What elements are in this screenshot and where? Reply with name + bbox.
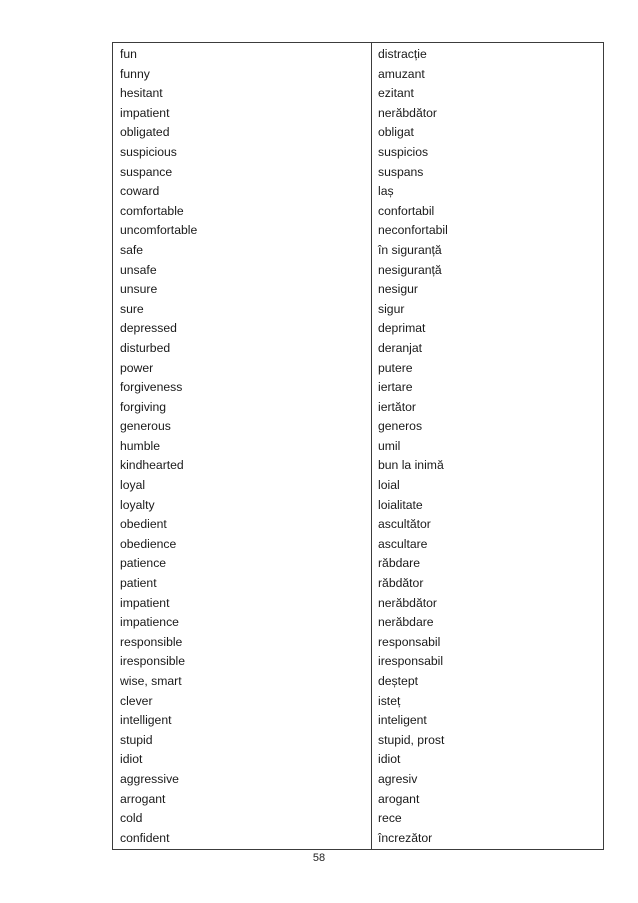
romanian-translation: deprimat (378, 321, 426, 336)
english-word: funny (120, 66, 150, 81)
english-column (120, 45, 365, 848)
romanian-translation: umil (378, 438, 401, 453)
english-word: impatience (120, 615, 179, 630)
romanian-translation: rece (378, 811, 402, 826)
romanian-translation: nerăbdare (378, 615, 434, 630)
romanian-translation: răbdare (378, 556, 421, 571)
romanian-translation: loialitate (378, 497, 423, 512)
romanian-translation: stupid, prost (378, 732, 445, 747)
romanian-translation: iresponsabil (378, 654, 444, 669)
page-number: 58 (312, 852, 326, 864)
vocabulary-table (112, 42, 604, 850)
english-word: obedience (120, 536, 177, 551)
english-word: fun (120, 47, 137, 61)
english-word: suspicious (120, 144, 177, 159)
english-word: cold (120, 811, 143, 826)
english-word: idiot (120, 752, 143, 767)
english-word: obedient (120, 517, 167, 532)
romanian-translation: loial (378, 478, 400, 493)
romanian-translation: iertător (378, 399, 416, 414)
romanian-translation: nerăbdător (378, 595, 437, 610)
english-word: disturbed (120, 340, 171, 355)
romanian-translation: agresiv (378, 771, 418, 786)
romanian-translation: ascultare (378, 536, 428, 551)
romanian-translation: arogant (378, 791, 420, 806)
romanian-translation: neconfortabil (378, 223, 448, 238)
romanian-translation: nesigur (378, 282, 418, 297)
romanian-translation: confortabil (378, 203, 435, 218)
romanian-translation: obligat (378, 125, 414, 140)
romanian-translation: laș (378, 184, 394, 199)
romanian-translation: răbdător (378, 576, 424, 591)
english-word: coward (120, 184, 160, 199)
romanian-translation: suspicios (378, 144, 429, 159)
romanian-translation: ezitant (378, 86, 414, 101)
romanian-translation: deranjat (378, 340, 423, 355)
english-word: patience (120, 556, 167, 571)
english-word: uncomfortable (120, 223, 198, 238)
romanian-translation: încrezător (378, 830, 433, 845)
english-word: suspance (120, 164, 173, 179)
english-word: sure (120, 301, 144, 316)
romanian-translation: iertare (378, 380, 413, 395)
english-word: unsure (120, 282, 158, 297)
romanian-translation: suspans (378, 164, 424, 179)
romanian-translation: responsabil (378, 634, 441, 649)
english-word: stupid (120, 732, 153, 747)
english-word: impatient (120, 595, 170, 610)
english-word: loyal (120, 478, 146, 493)
romanian-translation: nesiguranță (378, 262, 442, 277)
romanian-translation: ascultător (378, 517, 431, 532)
romanian-translation: distracție (378, 47, 427, 61)
english-word: iresponsible (120, 654, 186, 669)
english-word: aggressive (120, 771, 179, 786)
english-word: hesitant (120, 86, 163, 101)
english-word: loyalty (120, 497, 155, 512)
english-word: responsible (120, 634, 183, 649)
english-word: comfortable (120, 203, 184, 218)
english-word: obligated (120, 125, 170, 140)
english-word: power (120, 360, 154, 375)
romanian-column (378, 45, 598, 848)
romanian-translation: nerăbdător (378, 105, 437, 120)
english-word: unsafe (120, 262, 157, 277)
romanian-translation: bun la inimă (378, 458, 444, 473)
english-word: safe (120, 242, 144, 257)
english-word: intelligent (120, 713, 172, 728)
english-word: forgiveness (120, 380, 183, 395)
english-word: depressed (120, 321, 177, 336)
english-word: generous (120, 419, 171, 434)
english-word: arrogant (120, 791, 166, 806)
romanian-translation: amuzant (378, 66, 425, 81)
romanian-translation: deștept (378, 674, 418, 688)
english-word: forgiving (120, 399, 167, 414)
romanian-translation: sigur (378, 301, 405, 316)
english-word: kindhearted (120, 458, 184, 473)
romanian-translation: idiot (378, 752, 401, 767)
english-word: impatient (120, 105, 170, 120)
romanian-translation: inteligent (378, 713, 427, 728)
romanian-translation: putere (378, 360, 413, 375)
romanian-translation: isteț (378, 693, 401, 708)
english-word: humble (120, 438, 160, 453)
romanian-translation: în siguranță (378, 242, 442, 257)
romanian-translation: generos (378, 419, 423, 434)
column-divider (371, 43, 372, 849)
english-word: confident (120, 830, 170, 845)
english-word: wise, smart (120, 674, 182, 688)
english-word: clever (120, 693, 153, 708)
english-word: patient (120, 576, 157, 591)
